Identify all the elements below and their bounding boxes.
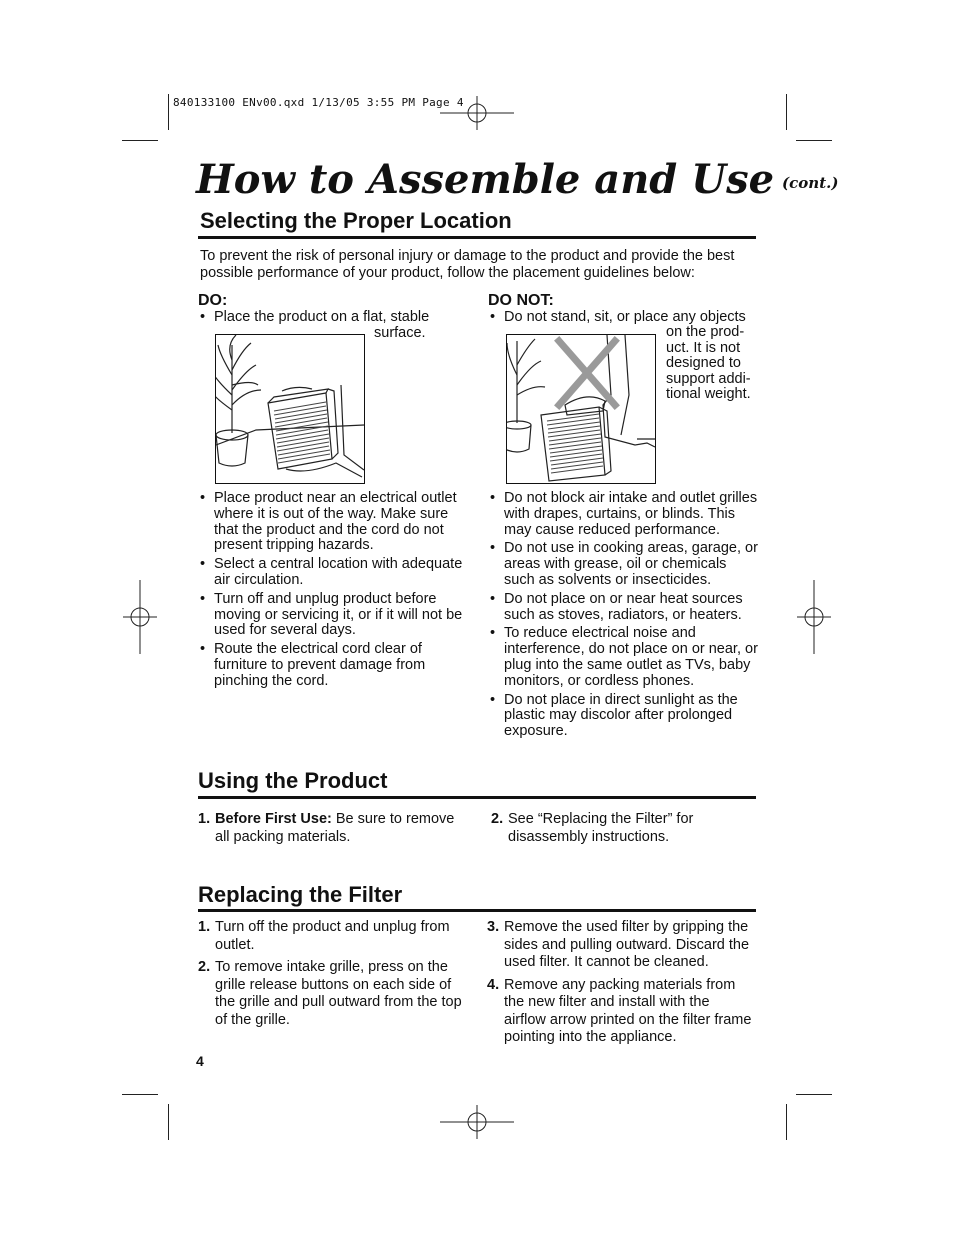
donot-list (488, 491, 760, 743)
do-list (198, 491, 470, 693)
donot-illustration (506, 334, 656, 484)
title-text: How to Assemble and Use (196, 156, 775, 203)
prohibited-x-icon (559, 341, 615, 405)
list-item: • Select a central location with adequate air circulation. (198, 557, 470, 589)
filter-steps-right (487, 919, 755, 1052)
location-intro: To prevent the risk of personal injury or damage to the product and provide the best possible performance of your product, follow the placement guidelines below: (200, 248, 735, 281)
list-item: • Do not block air intake and outlet grilles with drapes, curtains, or blinds. This may cause reduced performance. (488, 491, 760, 538)
list-item: • Do not place on or near heat sources such as stoves, radiators, or heaters. (488, 592, 760, 624)
page-number: 4 (196, 1053, 204, 1069)
location-heading: Selecting the Proper Location (200, 208, 512, 233)
list-item: • Place product near an electrical outlet where it is out of the way. Make sure that the product and the cord do not present tripping hazards. (198, 491, 470, 554)
page-title (196, 156, 838, 203)
list-item: 3. Remove the used filter by gripping the sides and pulling outward. Discard the used filter. It cannot be cleaned. (487, 919, 750, 970)
list-item: • To reduce electrical noise and interference, do not place on or near, or plug into the same outlet as TVs, baby monitors, or cordless phones. (488, 626, 760, 689)
location-rule (198, 236, 756, 239)
list-item: • Route the electrical cord clear of furniture to prevent damage from pinching the cord. (198, 642, 470, 689)
list-item: • Do not use in cooking areas, garage, or areas with grease, oil or chemicals such as solvents or insecticides. (488, 541, 760, 588)
list-item: 1. Turn off the product and unplug from outlet. (198, 919, 450, 953)
using-step-2 (491, 811, 753, 851)
list-item: 1. Before First Use: Be sure to remove all packing materials. (198, 811, 455, 845)
person-standing-on-purifier-image (507, 335, 655, 483)
using-rule (198, 796, 756, 799)
list-item: • Do not stand, sit, or place any objects (488, 310, 760, 326)
printer-slug: 840133100 ENv00.qxd 1/13/05 3:55 PM Page 4 (173, 96, 464, 109)
do-illustration (215, 334, 365, 484)
do-first-item-cont: surface. (374, 325, 426, 341)
donot-label: DO NOT: (488, 292, 554, 309)
list-item: 2. To remove intake grille, press on the grille release buttons on each side of the grille and pull outward from the top of the grille. (198, 959, 462, 1028)
filter-rule (198, 909, 756, 912)
do-label: DO: (198, 292, 228, 309)
list-item: 4. Remove any packing materials from the new filter and install with the airflow arrow printed on the filter frame pointing into the appliance. (487, 976, 752, 1045)
filter-steps-left (198, 919, 472, 1034)
list-item: 2. See “Replacing the Filter” for disassembly instructions. (491, 811, 694, 845)
purifier-on-floor-image (216, 335, 364, 483)
title-cont: (cont.) (782, 174, 839, 192)
list-item: • Turn off and unplug product before moving or servicing it, or if it will not be used for several days. (198, 592, 470, 639)
donot-first-item-cont: on the prod- uct. It is not designed to support addi- tional weight. (666, 324, 751, 403)
using-heading: Using the Product (198, 768, 388, 793)
list-item: • Place the product on a flat, stable (198, 310, 468, 326)
using-step-1 (198, 811, 472, 851)
do-first-item (198, 310, 468, 329)
filter-heading: Replacing the Filter (198, 882, 403, 907)
list-item: • Do not place in direct sunlight as the plastic may discolor after prolonged exposure. (488, 693, 760, 740)
